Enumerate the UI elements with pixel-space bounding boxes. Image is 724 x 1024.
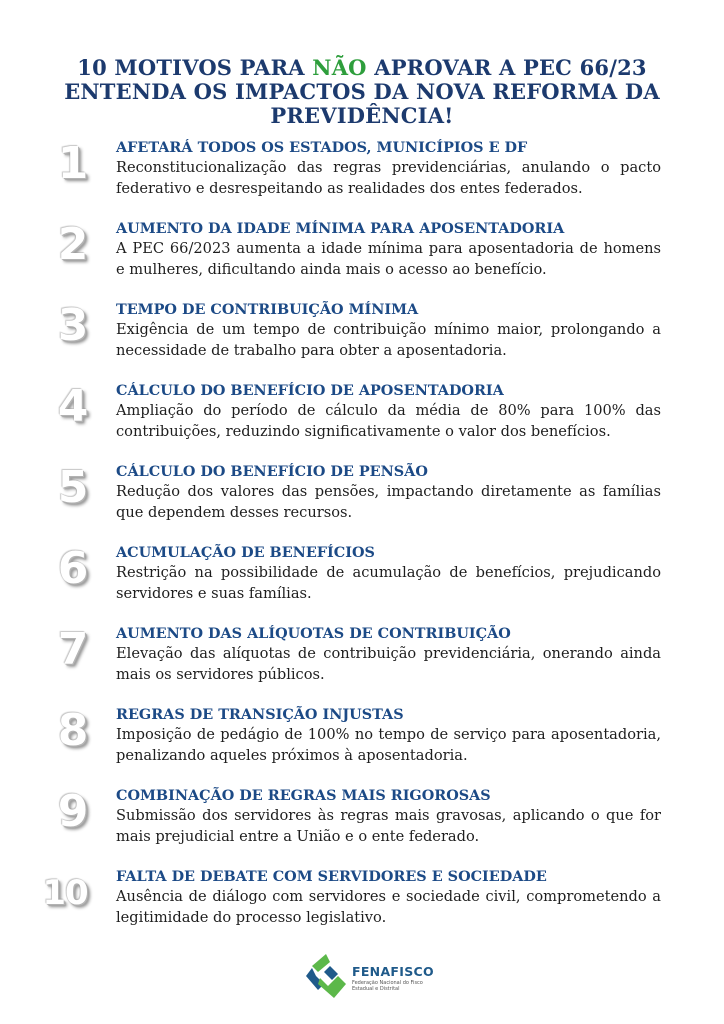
reason-number: 8 (57, 705, 89, 756)
header-line-1-post: APROVAR A PEC 66/23 (366, 55, 647, 80)
reason-title: CÁLCULO DO BENEFÍCIO DE PENSÃO (116, 463, 428, 480)
reason-text: Ampliação do período de cálculo da média de 80% para 100% das contribuições, reduzindo significativamente o valor dos benefícios. (116, 402, 661, 440)
reason-text: Submissão dos servidores às regras mais gravosas, aplicando o que for mais prejudicial entre a União e o ente federado. (116, 807, 661, 845)
reason-item-5 (0, 462, 724, 538)
reason-text: Restrição na possibilidade de acumulação de benefícios, prejudicando servidores e suas famílias. (116, 564, 661, 602)
reason-item-6 (0, 543, 724, 619)
header-line-1 (0, 56, 724, 80)
reason-item-1 (0, 138, 724, 214)
reason-item-4 (0, 381, 724, 457)
fenafisco-logo (304, 952, 444, 1002)
reason-item-9 (0, 786, 724, 862)
reason-number: 9 (57, 786, 89, 837)
reason-text: Elevação das alíquotas de contribuição previdenciária, onerando ainda mais os servidores públicos. (116, 645, 661, 683)
reason-title: AUMENTO DAS ALÍQUOTAS DE CONTRIBUIÇÃO (116, 625, 511, 642)
header-line-1-pre: 10 MOTIVOS PARA (77, 55, 313, 80)
reason-item-2 (0, 219, 724, 295)
header-highlight-nao: NÃO (312, 55, 367, 80)
reason-number: 6 (57, 543, 89, 594)
fenafisco-logo-mark-icon (304, 952, 348, 1000)
reason-item-8 (0, 705, 724, 781)
page-header (0, 56, 724, 128)
reason-number: 3 (57, 300, 89, 351)
reason-title: ACUMULAÇÃO DE BENEFÍCIOS (116, 544, 375, 561)
reason-text: Exigência de um tempo de contribuição mínimo maior, prolongando a necessidade de trabalho para obter a aposentadoria. (116, 321, 661, 359)
reason-item-10 (0, 867, 724, 943)
header-line-2: ENTENDA OS IMPACTOS DA NOVA REFORMA DA (64, 79, 660, 104)
reason-number: 10 (42, 873, 88, 913)
reason-text: Redução dos valores das pensões, impactando diretamente as famílias que dependem desses recursos. (116, 483, 661, 521)
reason-number: 1 (57, 138, 89, 189)
reason-title: TEMPO DE CONTRIBUIÇÃO MÍNIMA (116, 301, 419, 318)
reason-item-7 (0, 624, 724, 700)
reason-text: Imposição de pedágio de 100% no tempo de serviço para aposentadoria, penalizando aqueles próximos à aposentadoria. (116, 726, 661, 764)
header-line-3: PREVIDÊNCIA! (270, 103, 454, 128)
reason-text: Ausência de diálogo com servidores e sociedade civil, comprometendo a legitimidade do processo legislativo. (116, 888, 661, 926)
reason-title: REGRAS DE TRANSIÇÃO INJUSTAS (116, 706, 404, 723)
reason-title: AFETARÁ TODOS OS ESTADOS, MUNICÍPIOS E DF (116, 139, 528, 156)
reason-title: COMBINAÇÃO DE REGRAS MAIS RIGOROSAS (116, 787, 491, 804)
logo-subtitle: Federação Nacional do Fisco Estadual e Distrital (352, 980, 423, 992)
reason-title: CÁLCULO DO BENEFÍCIO DE APOSENTADORIA (116, 382, 504, 399)
reason-text: Reconstitucionalização das regras previdenciárias, anulando o pacto federativo e desrespeitando as realidades dos entes federados. (116, 159, 661, 197)
reason-number: 7 (57, 624, 89, 675)
reason-title: AUMENTO DA IDADE MÍNIMA PARA APOSENTADORIA (116, 220, 565, 237)
reason-number: 2 (57, 219, 89, 270)
reason-number: 5 (57, 462, 89, 513)
logo-name: FENAFISCO (352, 964, 434, 979)
reason-number: 4 (57, 381, 89, 432)
reason-item-3 (0, 300, 724, 376)
reason-text: A PEC 66/2023 aumenta a idade mínima para aposentadoria de homens e mulheres, dificultando ainda mais o acesso ao benefício. (116, 240, 661, 278)
reason-title: FALTA DE DEBATE COM SERVIDORES E SOCIEDADE (116, 868, 547, 885)
